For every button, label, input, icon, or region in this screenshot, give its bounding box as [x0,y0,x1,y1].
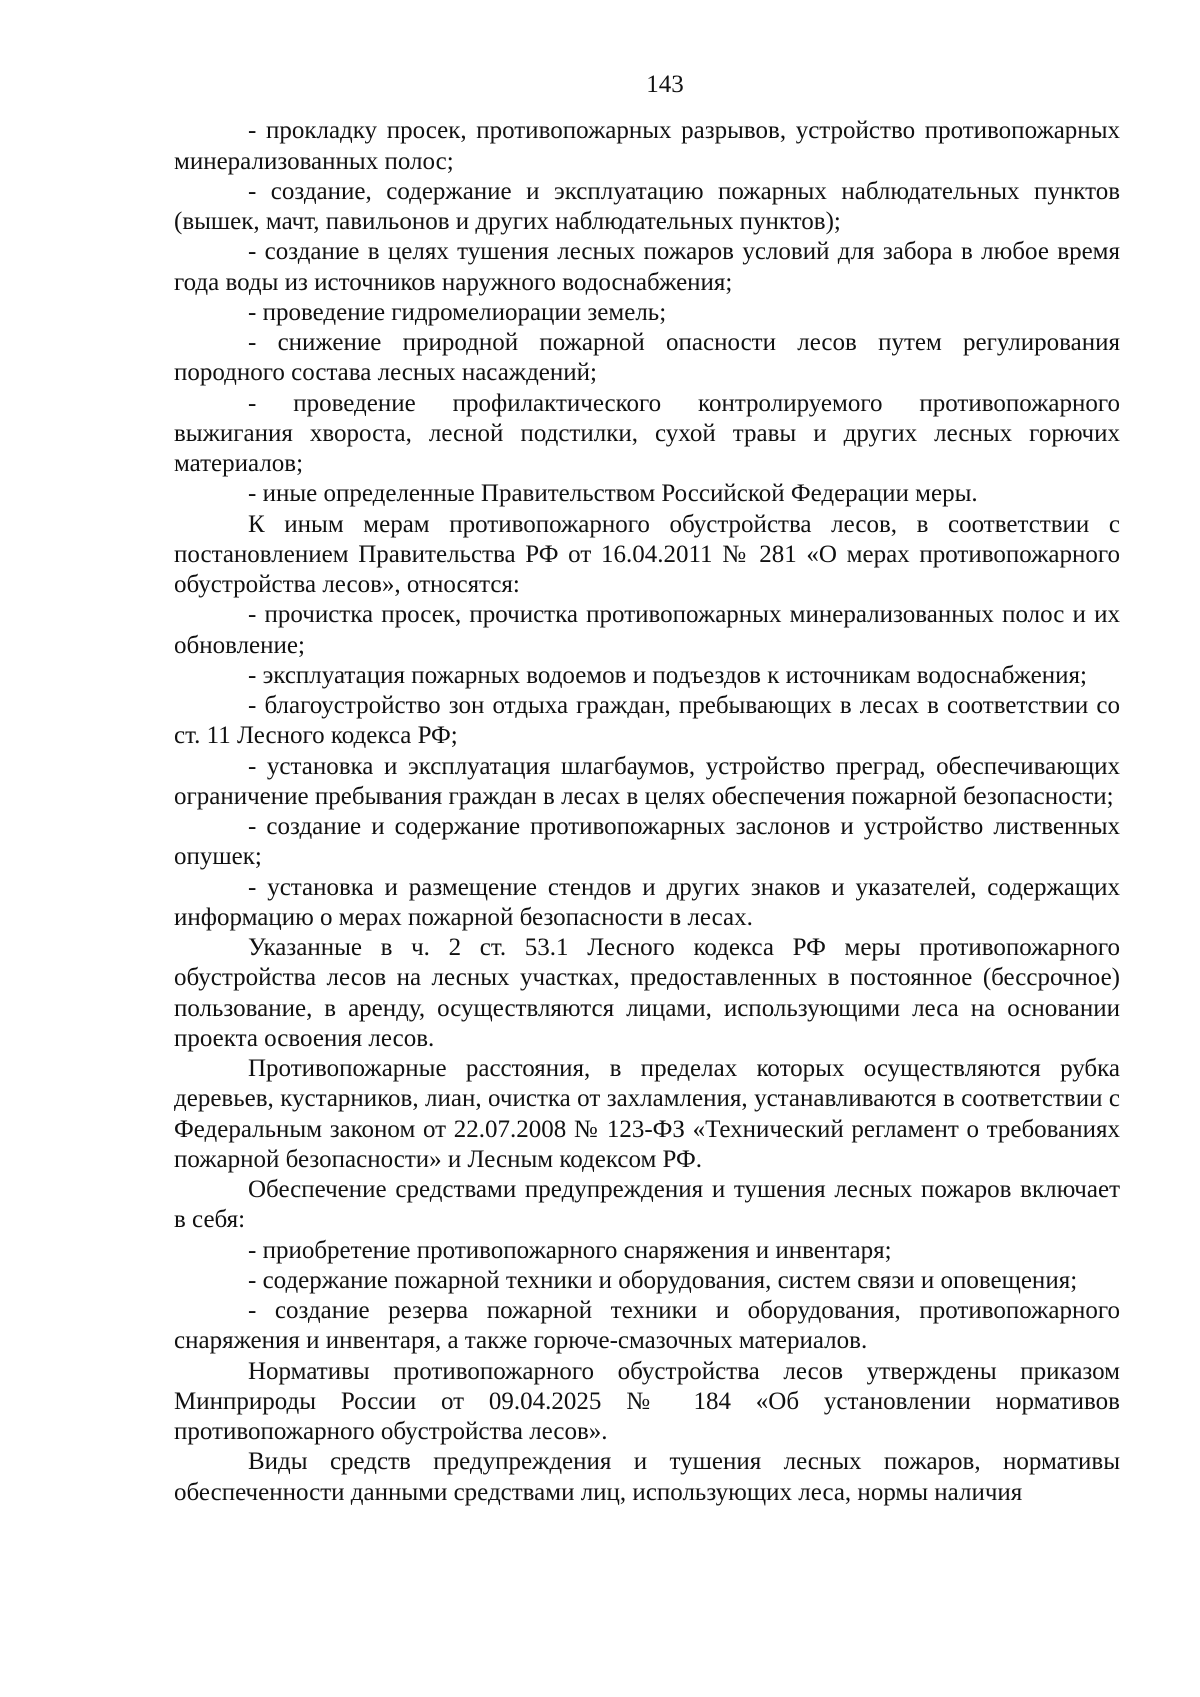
paragraph-types-of-means: Виды средств предупреждения и тушения лесных пожаров, нормативы обеспеченности данными средствами лиц, использующих леса, нормы наличия [174,1448,1120,1506]
list-item-fire-hazard-reduction: - снижение природной пожарной опасности лесов путем регулирования породного состава лесных насаждений; [174,329,1120,387]
list-item-information-stands: - установка и размещение стендов и других знаков и указателей, содержащих информацию о мерах пожарной безопасности в лесах. [174,873,1120,931]
document-page [174,70,1120,1508]
list-item-barriers: - установка и эксплуатация шлагбаумов, устройство преград, обеспечивающих ограничение пребывания граждан в лесах в целях обеспечения пожарной безопасности; [174,752,1120,810]
list-item-water-intake: - создание в целях тушения лесных пожаров условий для забора в любое время года воды из источников наружного водоснабжения; [174,238,1120,296]
page-number: 143 [646,71,684,98]
list-item-clearings: - прокладку просек, противопожарных разрывов, устройство противопожарных минерализованных полос; [174,117,1120,175]
list-item-fire-screens: - создание и содержание противопожарных заслонов и устройство лиственных опушек; [174,813,1120,871]
list-item-equipment-maintenance: - содержание пожарной техники и оборудования, систем связи и оповещения; [248,1266,1078,1294]
list-item-equipment-reserve: - создание резерва пожарной техники и оборудования, противопожарного снаряжения и инвентаря, а также горюче-смазочных материалов. [174,1297,1120,1355]
paragraph-standards-order: Нормативы противопожарного обустройства лесов утверждены приказом Минприроды России от 09.04.2025 № 184 «Об установлении нормативов противопожарного обустройства лесов». [174,1357,1120,1445]
paragraph-equipment-provision: Обеспечение средствами предупреждения и тушения лесных пожаров включает в себя: [174,1176,1120,1234]
list-item-other-measures: - иные определенные Правительством Российской Федерации меры. [248,480,978,508]
paragraph-lessees-measures: Указанные в ч. 2 ст. 53.1 Лесного кодекса РФ меры противопожарного обустройства лесов на лесных участках, предоставленных в постоянное (бессрочное) пользование, в аренду, осуществляются лицами, использующими леса на основании проекта освоения лесов. [174,934,1120,1052]
list-item-observation-posts: - создание, содержание и эксплуатацию пожарных наблюдательных пунктов (вышек, мачт, павильонов и других наблюдательных пунктов); [174,177,1120,235]
list-item-clearing-maintenance: - прочистка просек, прочистка противопожарных минерализованных полос и их обновление; [174,601,1120,659]
list-item-recreation-zones: - благоустройство зон отдыха граждан, пребывающих в лесах в соответствии со ст. 11 Лесного кодекса РФ; [174,692,1120,750]
paragraph-other-measures-intro: К иным мерам противопожарного обустройства лесов, в соответствии с постановлением Правительства РФ от 16.04.2011 № 281 «О мерах противопожарного обустройства лесов», относятся: [174,510,1120,598]
list-item-controlled-burning: - проведение профилактического контролируемого противопожарного выжигания хвороста, лесной подстилки, сухой травы и других лесных горючих материалов; [174,389,1120,477]
list-item-equipment-purchase: - приобретение противопожарного снаряжения и инвентаря; [248,1236,892,1264]
list-item-hydromelioration: - проведение гидромелиорации земель; [248,298,667,326]
paragraph-fire-distances: Противопожарные расстояния, в пределах которых осуществляются рубка деревьев, кустарников, лиан, очистка от захламления, устанавливаются в соответствии с Федеральным законом от 22.07.2008 № 123-ФЗ «Технический регламент о требованиях пожарной безопасности» и Лесным кодексом РФ. [174,1055,1120,1173]
list-item-water-bodies: - эксплуатация пожарных водоемов и подъездов к источникам водоснабжения; [248,661,1087,689]
